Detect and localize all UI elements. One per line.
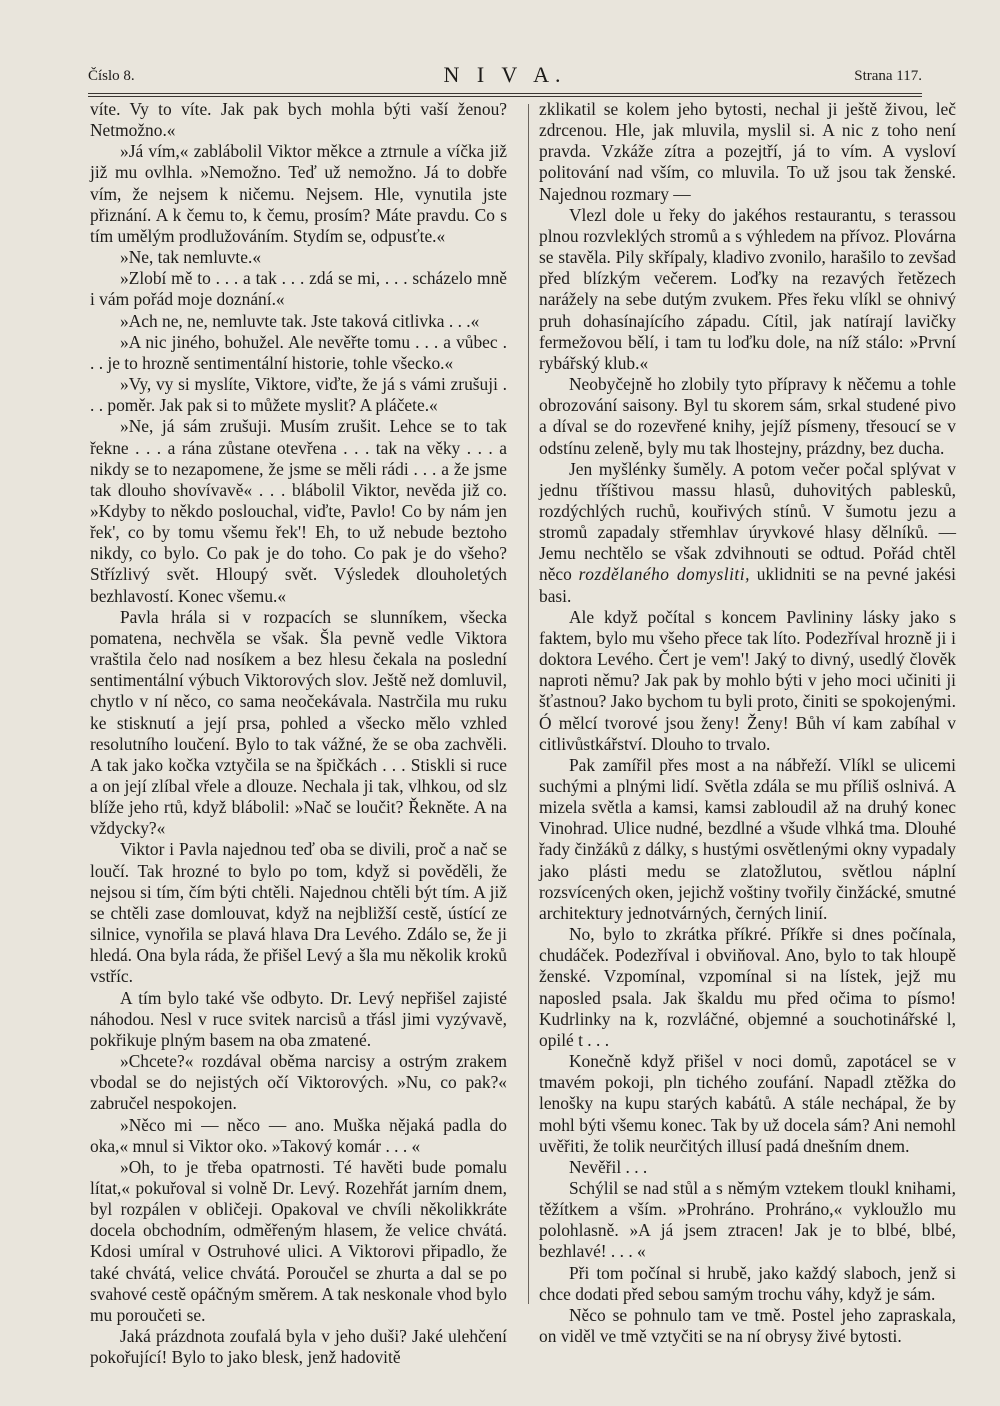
paragraph: »Něco mi — něco — ano. Muška nějaká padla do oka,« mnul si Viktor oko. »Takový komár . . . « — [90, 1114, 507, 1156]
left-column — [90, 99, 507, 1368]
paragraph: A tím bylo také vše odbyto. Dr. Levý nepřišel zajisté náhodou. Nesl v ruce svitek narcisů a třásl jimi vyzývavě, pokřikuje plným basem na oba zmatené. — [90, 987, 507, 1050]
paragraph: Při tom počínal si hrubě, jako každý slaboch, jenž si chce dodati před sebou samým trochu váhy, když je sám. — [539, 1262, 956, 1304]
column-divider — [528, 104, 529, 1304]
paragraph: »Já vím,« zablábolil Viktor měkce a ztrnule a víčka již již mu ovlhla. »Nemožno. Teď už nemožno. Já to dobře vím, že nejsem k ničemu. Nejsem. Hle, vynutila jste přiznání. A k čemu to, k čemu, prosím? Máte pravdu. Co s tím umělým prodlužováním. Stydím se, odpusťte.« — [90, 141, 507, 246]
paragraph: »Ach ne, ne, nemluvte tak. Jste taková citlivka . . .« — [120, 310, 480, 331]
paragraph: »Oh, to je třeba opatrnosti. Té havěti bude pomalu lítat,« pokuřoval si volně Dr. Levý. Rozehřát jarním dnem, byl rozpálen v obličeji. Opakoval ve chvíli několikkráte docela obchodním, odměřeným hlasem, že velice chvátá. Kdosi umíral v Ostruhové ulici. A Viktorovi připadlo, že také chvátá, velice chvátá. Poroučel se zhurta a dal se po svahové cestě opáčným směrem. A tak neskonale vhod bylo mu poroučeti se. — [90, 1156, 507, 1325]
paragraph: Pak zamířil přes most a na nábřeží. Vlíkl se ulicemi suchými a plnými lidí. Světla zdála se mu příliš oslnivá. A mizela světla a kamsi, kamsi zabloudil až na druhý konec Vinohrad. Ulice nudné, bezdlné a všude vlhká tma. Dlouhé řady činžáků z dálky, s hustými osvětlenými okny vypadaly jako plásti medu se zlatožlutou, světlou náplní rozsvícených oken, jejichž voštiny tvořily činžácké, smutné architektury jednotvárných, černých linií. — [539, 754, 956, 923]
paragraph: víte. Vy to víte. Jak pak bych mohla býti vaší ženou? Netmožno.« — [90, 99, 507, 141]
paragraph: Nevěřil . . . — [569, 1156, 648, 1177]
paragraph-text: uklidniti se na pevné jakési basi. — [539, 564, 956, 606]
paragraph: Vlezl dole u řeky do jakéhos restaurantu, s terassou plnou rozvleklých stromů a s výhledem na přívoz. Plovárna se stavěla. Pily skřípaly, kladivo zvonilo, harašilo to zevšad před blízkým večerem. Loďky na rezavých řetězech narážely na sebe dutým zvukem. Přes řeku vlíkl se ohnivý pruh dohasínajícího západu. Cítil, jak natírají lavičky fermežovou bělí, i tam tu loďku dole, na níž stálo: »První rybářský klub.« — [539, 204, 956, 373]
paragraph: Konečně když přišel v noci domů, zapotácel se v tmavém pokoji, pln tichého zoufání. Napadl ztěžka do lenošky na kupu starých kabátů. A stále nechápal, že by mohl býti všemu konec. Tak by už docela sám? Ani nemohl uvěřiti, že tolik neurčitých illusí padá dnešním dnem. — [539, 1051, 956, 1156]
paragraph: »Ne, tak nemluvte.« — [120, 247, 262, 268]
paragraph-text: Jen myšlénky šuměly. A potom večer počal splývat v jednu tříštivou massu hlasů, duhovitých pablesků, rozdýchlých ruchů, kouřivých stínů. V šumotu jezu a stromů zapadaly střemhlav úryvkové hlasy dělníků. — Jemu nechtělo se však zdvihnouti se odtud. Pořád chtěl něco — [539, 458, 956, 585]
issue-number: Číslo 8. — [88, 68, 135, 84]
paragraph: Neobyčejně ho zlobily tyto přípravy k něčemu a tohle obrozování saisony. Byl tu skorem sám, srkal studené pivo a díval se do rozevřené knihy, jejíž písmeny, třesoucí se v odstínu zeleně, byly mu tak lhostejny, prázdny, bez ducha. — [539, 374, 956, 458]
paragraph: »Chcete?« rozdával oběma narcisy a ostrým zrakem vbodal se do nejistých očí Viktorových. »Nu, co pak?« zabručel nespokojen. — [90, 1051, 507, 1114]
paragraph: »A nic jiného, bohužel. Ale nevěřte tomu . . . a vůbec . . . je to hrozně sentimentální historie, tohle všecko.« — [90, 331, 507, 373]
paragraph: Pavla hrála si v rozpacích se slunníkem, všecka pomatena, nechvěla se však. Šla pevně vedle Viktora vraštila čelo nad nosíkem a bez hlesu čekala na poslední sentimentální výbuch Viktorových slov. Ještě než domluvil, chytlo v ní něco, co sama neočekávala. Nastrčila mu ruku ke stisknutí a její prsa, pohled a všecko mělo vzhled resolutního loučení. Bylo to tak vážné, že se oba zachvěli. A tak jako kočka vztyčila se na špičkách . . . Stiskli si ruce a on její zlíbal vřele a dlouze. Nechala ji tak, vlhkou, od slz blíže jeho rtů, když blábolil: »Nač se loučit? Řekněte. A na vždycky?« — [90, 606, 507, 839]
page-number: Strana 117. — [854, 68, 922, 84]
paragraph: Něco se pohnulo tam ve tmě. Postel jeho zapraskala, on viděl ve tmě vztyčiti se na ní obrysy živé bytosti. — [539, 1304, 956, 1347]
paragraph: zklikatil se kolem jeho bytosti, nechal ji ještě živou, leč zdrcenou. Hle, jak mluvila, myslil si. A nic z toho není pravda. Vzkáže zítra a pozejtří, já to vím. A vysloví politování nad vším, co mluvila. To už jsou tak ženské. Najednou rozmary — — [539, 99, 956, 204]
paragraph: »Ne, já sám zrušuji. Musím zrušit. Lehce se to tak řekne . . . a rána zůstane otevřena . . . tak na věky . . . a nikdy se to nezapomene, že jsme se měli rádi . . . a že jsme tak dlouho shovívavě« . . . blábolil Viktor, nevěda již co. »Kdyby to někdo poslouchal, viďte, Pavlo! Co by nám jen řek', co by tomu všemu řek'! Eh, to už nebude beztoho nikdy, co bylo. Co pak je do toho. Co pak je do všeho? Střízlivý svět. Hloupý svět. Výsledek dlouholetých bezhlavostí. Konec všemu.« — [90, 416, 507, 606]
paragraph: »Zlobí mě to . . . a tak . . . zdá se mi, . . . scházelo mně i vám pořád moje doznání.« — [90, 268, 507, 310]
paragraph: Schýlil se nad stůl a s němým vztekem tloukl knihami, těžítkem a vším. »Prohráno. Prohráno,« vykloužlo mu polohlasně. »A já jsem ztracen! Jak je to blbé, blbé, bezhlavé! . . . « — [539, 1177, 956, 1262]
page-header — [88, 62, 922, 92]
paragraph: Viktor i Pavla najednou teď oba se divili, proč a nač se loučí. Tak hrozné to bylo po tom, když si pověděli, že nejsou si tím, čím býti chtěli. Najednou chtěli být tím. A již se chtěli zase domlouvat, když na nejbližší cestě, ústící ze silnice, vynořila se plavá hlava Dra Levého. Zdálo se, že ji hledá. Ona byla ráda, že přišel Levý a šla mu několik kroků vstříc. — [90, 839, 507, 987]
paragraph — [539, 459, 956, 607]
header-rule-bottom — [88, 96, 922, 97]
paragraph: Ale když počítal s koncem Pavlininy lásky jako s faktem, bylo mu všeho přece tak líto. Podezříval hrozně ji i doktora Levého. Čert je vem'! Jaký to divný, usedlý člověk naproti němu? Jak pak by mohlo býti v jeho moci učiniti ji šťastnou? Jako bychom tu byli proto, činiti se spokojenými. Ó mělcí tvorové jsou ženy! Ženy! Bůh ví kam zabíhal v citlivůstkářství. Dlouho to trvalo. — [539, 606, 956, 754]
paragraph: No, bylo to zkrátka příkré. Příkře si dnes počínala, chudáček. Podezříval i obviňoval. Ano, bylo to tak hloupě ženské. Vzpomínal, vzpomínal si na lístek, jejž mu naposled psala. Jak škaldu mu před očima to písmo! Kudrlinky na k, rozvláčné, objemné a souchotinářské l, opilé t . . . — [539, 924, 956, 1050]
right-column — [539, 99, 956, 1347]
masthead-title: N I V A. — [443, 62, 567, 87]
header-rule-top — [88, 93, 922, 94]
paragraph: »Vy, vy si myslíte, Viktore, viďte, že já s vámi zrušuji . . . poměr. Jak pak si to můžete myslit? A pláčete.« — [90, 374, 507, 416]
emphasized-text: rozdělaného domysliti, — [578, 564, 750, 585]
paragraph: Jaká prázdnota zoufalá byla v jeho duši? Jaké ulehčení pokořující! Bylo to jako blesk, jenž hadovitě — [90, 1326, 507, 1368]
